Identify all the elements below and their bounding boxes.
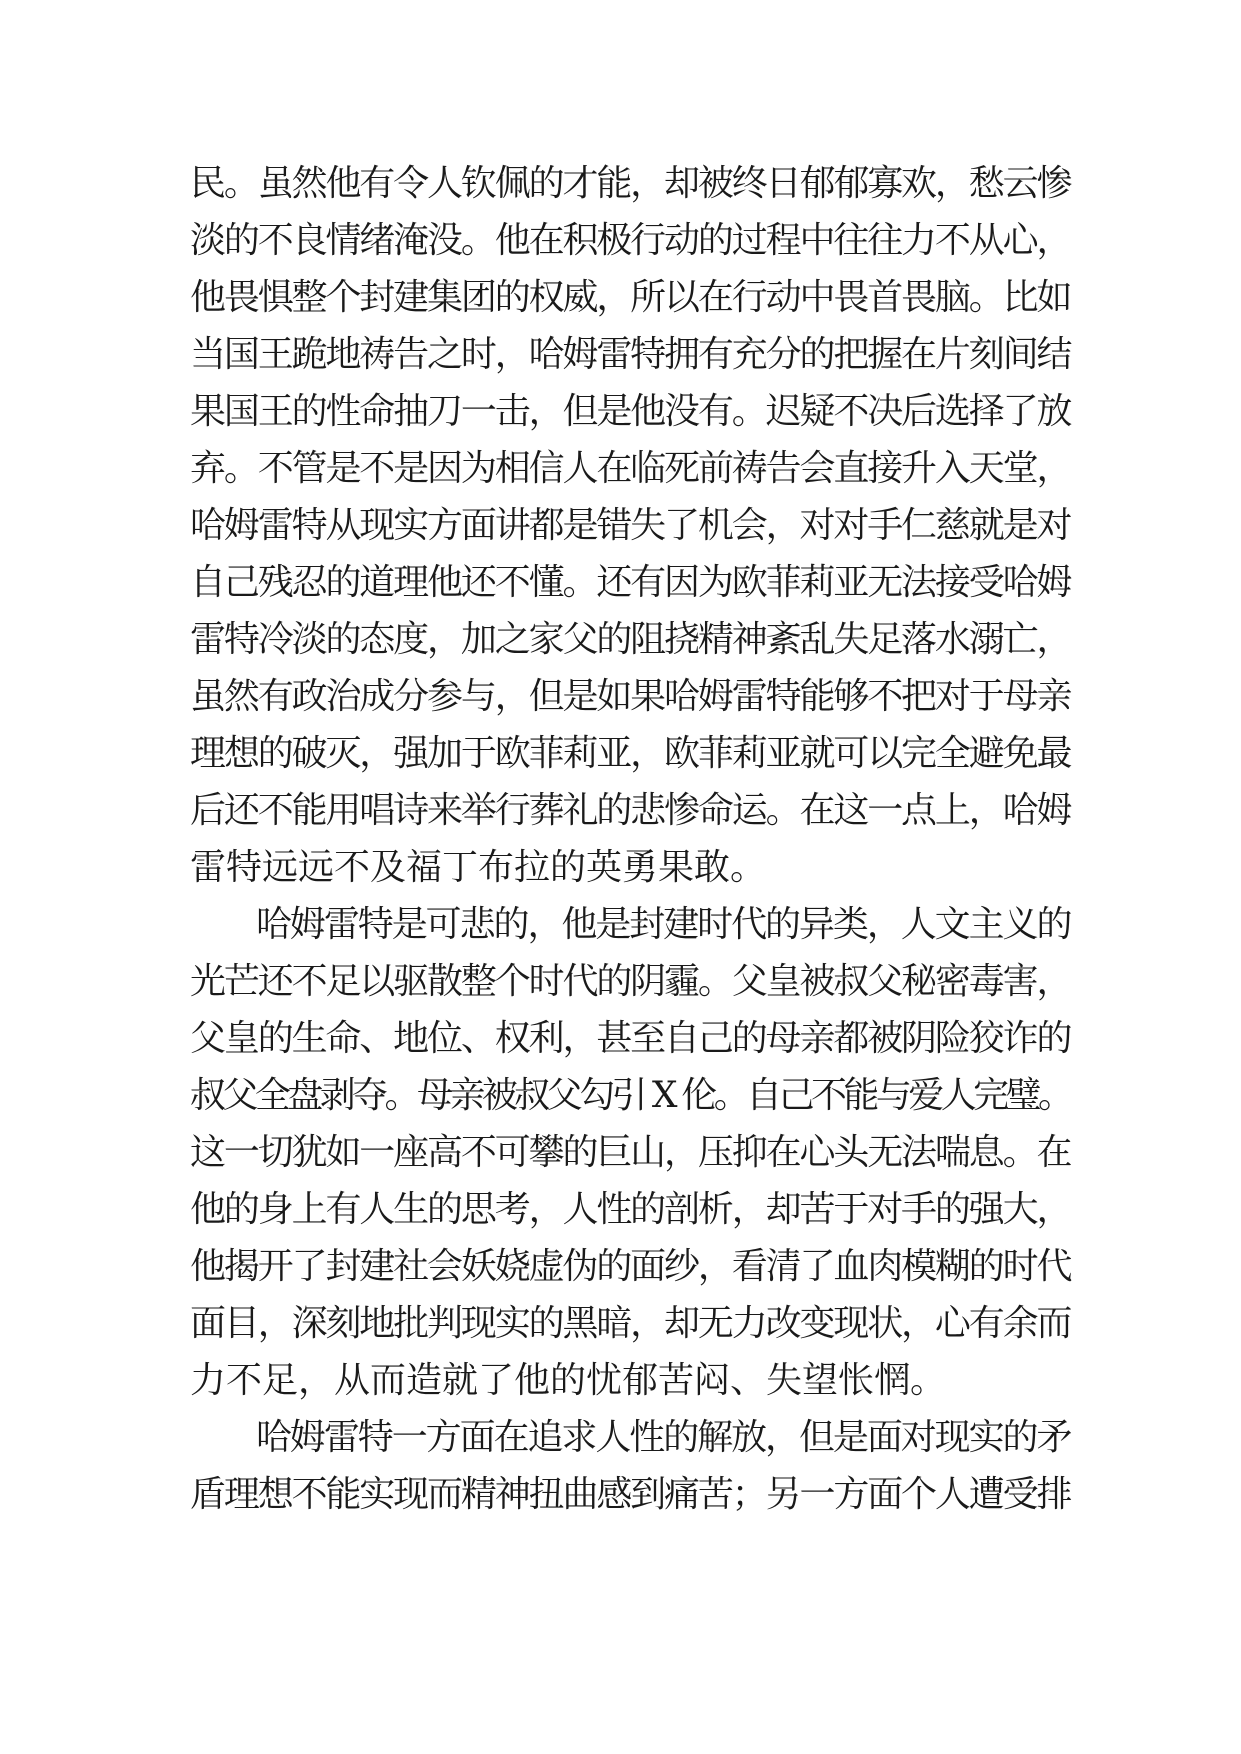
text-line: 哈姆雷特从现实方面讲都是错失了机会，对对手仁慈就是对 — [190, 505, 1070, 546]
paragraph-1 — [190, 155, 1070, 896]
text-line: 弃。不管是不是因为相信人在临死前祷告会直接升入天堂， — [190, 448, 1070, 489]
text-line: 淡的不良情绪淹没。他在积极行动的过程中往往力不从心， — [190, 220, 1070, 261]
body-text — [190, 155, 1070, 1523]
text-line: 哈姆雷特一方面在追求人性的解放，但是面对现实的矛 — [256, 1417, 1070, 1458]
text-line: 哈姆雷特是可悲的，他是封建时代的异类，人文主义的 — [256, 904, 1070, 945]
text-line: 雷特冷淡的态度，加之家父的阻挠精神紊乱失足落水溺亡， — [190, 619, 1070, 660]
text-line: 他的身上有人生的思考，人性的剖析，却苦于对手的强大， — [190, 1189, 1070, 1230]
text-line: 父皇的生命、地位、权利，甚至自己的母亲都被阴险狡诈的 — [190, 1018, 1070, 1059]
text-line: 面目，深刻地批判现实的黑暗，却无力改变现状，心有余而 — [190, 1303, 1070, 1344]
paragraph-2 — [190, 896, 1070, 1409]
text-line: 他揭开了封建社会妖娆虚伪的面纱，看清了血肉模糊的时代 — [190, 1246, 1070, 1287]
paragraph-3 — [190, 1409, 1070, 1523]
text-line: 这一切犹如一座高不可攀的巨山，压抑在心头无法喘息。在 — [190, 1132, 1070, 1173]
text-line: 雷特远远不及福丁布拉的英勇果敢。 — [190, 847, 767, 888]
text-line: 虽然有政治成分参与，但是如果哈姆雷特能够不把对于母亲 — [190, 676, 1070, 717]
text-line: 他畏惧整个封建集团的权威，所以在行动中畏首畏脑。比如 — [190, 277, 1070, 318]
text-line: 理想的破灭，强加于欧菲莉亚，欧菲莉亚就可以完全避免最 — [190, 733, 1070, 774]
text-line: 民。虽然他有令人钦佩的才能，却被终日郁郁寡欢，愁云惨 — [190, 163, 1070, 204]
text-line: 自己残忍的道理他还不懂。还有因为欧菲莉亚无法接受哈姆 — [190, 562, 1070, 603]
text-line: 盾理想不能实现而精神扭曲感到痛苦；另一方面个人遭受排 — [190, 1474, 1070, 1515]
text-line: 当国王跪地祷告之时，哈姆雷特拥有充分的把握在片刻间结 — [190, 334, 1070, 375]
text-line: 后还不能用唱诗来举行葬礼的悲惨命运。在这一点上，哈姆 — [190, 790, 1070, 831]
text-line: 力不足，从而造就了他的忧郁苦闷、失望怅惘。 — [190, 1360, 947, 1401]
text-line: 光芒还不足以驱散整个时代的阴霾。父皇被叔父秘密毒害， — [190, 961, 1070, 1002]
text-line: 果国王的性命抽刀一击，但是他没有。迟疑不决后选择了放 — [190, 391, 1070, 432]
text-line: 叔父全盘剥夺。母亲被叔父勾引 X 伦。自己不能与爱人完璧。 — [190, 1075, 1070, 1116]
